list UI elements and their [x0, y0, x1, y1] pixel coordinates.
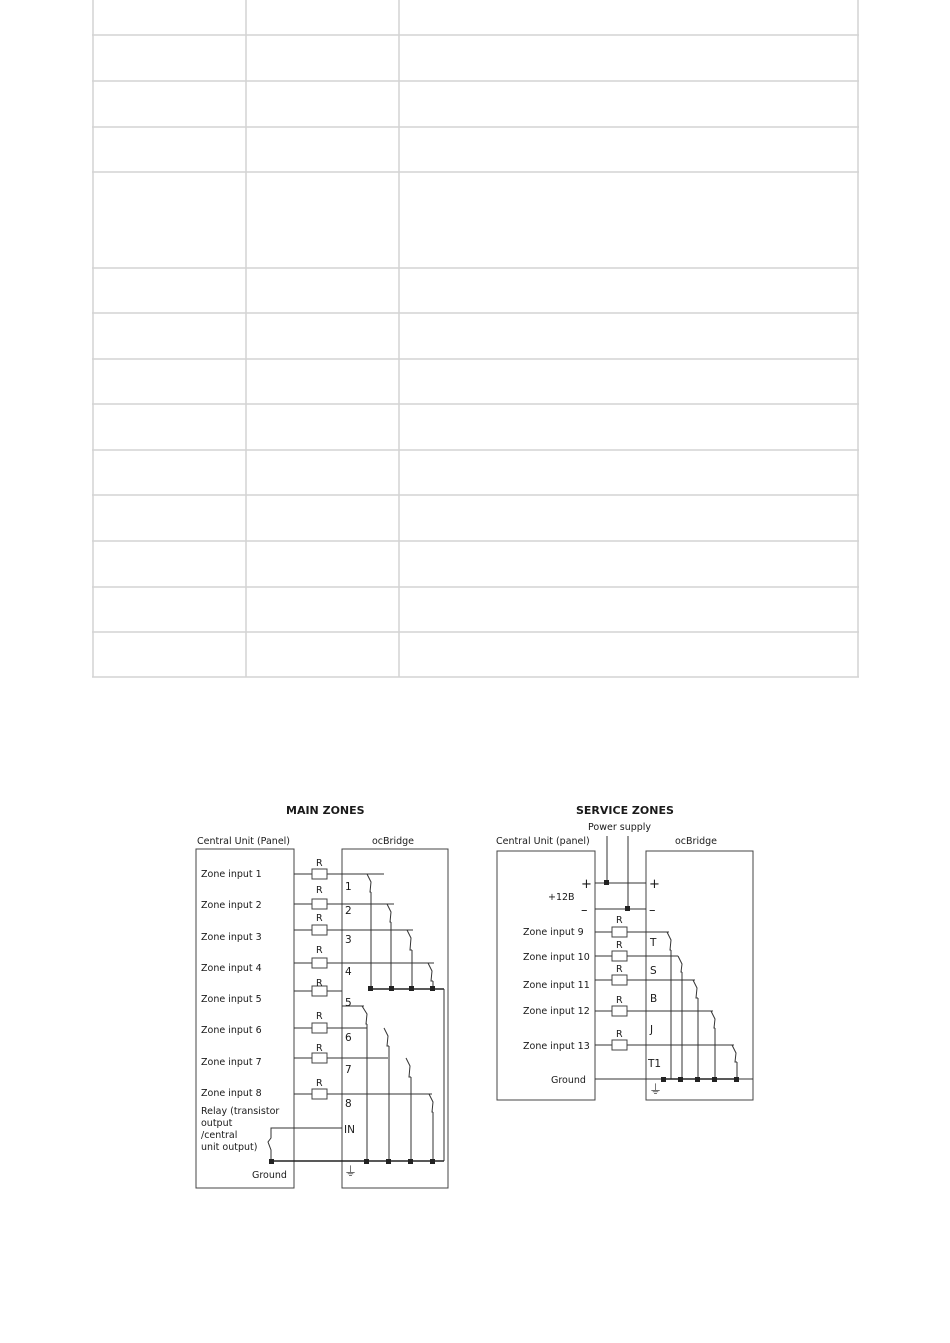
- spec-table: [92, 0, 859, 678]
- main-panel-label: Central Unit (Panel): [197, 836, 291, 847]
- terminal-label: 8: [345, 1098, 352, 1110]
- junction-dot: [430, 986, 435, 991]
- zone-input-label: Zone input 3: [201, 932, 262, 943]
- main-zones-title: MAIN ZONES: [286, 804, 365, 817]
- resistor-label: R: [316, 913, 323, 924]
- resistor-label: R: [616, 915, 623, 926]
- resistor-label: R: [316, 978, 323, 989]
- terminal-label: J: [650, 1024, 654, 1036]
- relay-label-line: /central: [201, 1130, 238, 1141]
- resistor-label: R: [316, 1043, 323, 1054]
- terminal-label: 7: [345, 1064, 352, 1076]
- relay-label-line: unit output): [201, 1142, 258, 1153]
- zone-input-label: Zone input 9: [523, 927, 584, 938]
- voltage-label: +12В: [548, 892, 575, 903]
- resistor-4: [312, 958, 327, 968]
- junction-dot: [409, 986, 414, 991]
- power-supply-label: Power supply: [588, 822, 652, 833]
- resistor-label: R: [616, 995, 623, 1006]
- resistor-label: R: [316, 858, 323, 869]
- terminal-label: 1: [345, 881, 352, 893]
- relay-label-line: Relay (transistor: [201, 1106, 280, 1117]
- junction-dot: [604, 880, 609, 885]
- terminal-label: 6: [345, 1032, 352, 1044]
- resistor-7: [312, 1053, 327, 1063]
- resistor-2: [312, 899, 327, 909]
- plus-symbol: +: [581, 877, 592, 892]
- resistor-label: R: [316, 1078, 323, 1089]
- terminal-label: 2: [345, 905, 352, 917]
- in-terminal-label: IN: [344, 1124, 355, 1136]
- zone-input-label: Zone input 7: [201, 1057, 262, 1068]
- terminal-label: 5: [345, 997, 352, 1009]
- resistor-3: [312, 925, 327, 935]
- zone-input-label: Zone input 13: [523, 1041, 590, 1052]
- service-ground-label: Ground: [551, 1075, 586, 1086]
- resistor-12: [612, 1006, 627, 1016]
- terminal-label: S: [650, 965, 657, 977]
- junction-dot: [678, 1077, 683, 1082]
- resistor-13: [612, 1040, 627, 1050]
- zone-input-label: Zone input 11: [523, 980, 590, 991]
- wiring-diagram-svg: [184, 788, 762, 1206]
- junction-dot: [712, 1077, 717, 1082]
- resistor-8: [312, 1089, 327, 1099]
- terminal-label: T: [650, 937, 657, 949]
- service-panel-label: Central Unit (panel): [496, 836, 590, 847]
- zone-input-label: Zone input 2: [201, 900, 262, 911]
- junction-dot: [430, 1159, 435, 1164]
- main-ground-label: Ground: [252, 1170, 287, 1181]
- resistor-6: [312, 1023, 327, 1033]
- service-bridge-label: ocBridge: [675, 836, 718, 847]
- zone-input-label: Zone input 6: [201, 1025, 262, 1036]
- junction-dot: [695, 1077, 700, 1082]
- zone-input-label: Zone input 10: [523, 952, 590, 963]
- resistor-11: [612, 975, 627, 985]
- resistor-label: R: [316, 1011, 323, 1022]
- resistor-label: R: [316, 945, 323, 956]
- resistor-1: [312, 869, 327, 879]
- ground-symbol: ⏚: [344, 1165, 358, 1180]
- main-bridge-box: [342, 849, 448, 1188]
- zone-input-label: Zone input 1: [201, 869, 262, 880]
- zone-input-label: Zone input 4: [201, 963, 262, 974]
- junction-dot: [386, 1159, 391, 1164]
- main-bridge-label: ocBridge: [372, 836, 415, 847]
- minus-symbol: –: [649, 903, 656, 918]
- service-zones-title: SERVICE ZONES: [576, 804, 674, 817]
- resistor-label: R: [616, 1029, 623, 1040]
- junction-dot: [625, 906, 630, 911]
- resistor-label: R: [616, 964, 623, 975]
- resistor-label: R: [616, 940, 623, 951]
- junction-dot: [661, 1077, 666, 1082]
- terminal-label: 3: [345, 934, 352, 946]
- wiring-diagram: [184, 788, 762, 1206]
- resistor-9: [612, 927, 627, 937]
- terminal-label: 4: [345, 966, 352, 978]
- resistor-10: [612, 951, 627, 961]
- terminal-label: T1: [648, 1058, 662, 1070]
- relay-label-line: output: [201, 1118, 233, 1129]
- spec-table-grid: [92, 0, 859, 678]
- terminal-label: B: [650, 993, 658, 1005]
- minus-symbol: –: [581, 903, 588, 918]
- junction-dot: [368, 986, 373, 991]
- zone-input-label: Zone input 12: [523, 1006, 590, 1017]
- junction-dot: [734, 1077, 739, 1082]
- junction-dot: [364, 1159, 369, 1164]
- resistor-label: R: [316, 885, 323, 896]
- zone-input-label: Zone input 5: [201, 994, 262, 1005]
- junction-dot: [408, 1159, 413, 1164]
- zone-input-label: Zone input 8: [201, 1088, 262, 1099]
- plus-symbol: +: [649, 877, 660, 892]
- ground-symbol: ⏚: [649, 1083, 663, 1098]
- junction-dot: [389, 986, 394, 991]
